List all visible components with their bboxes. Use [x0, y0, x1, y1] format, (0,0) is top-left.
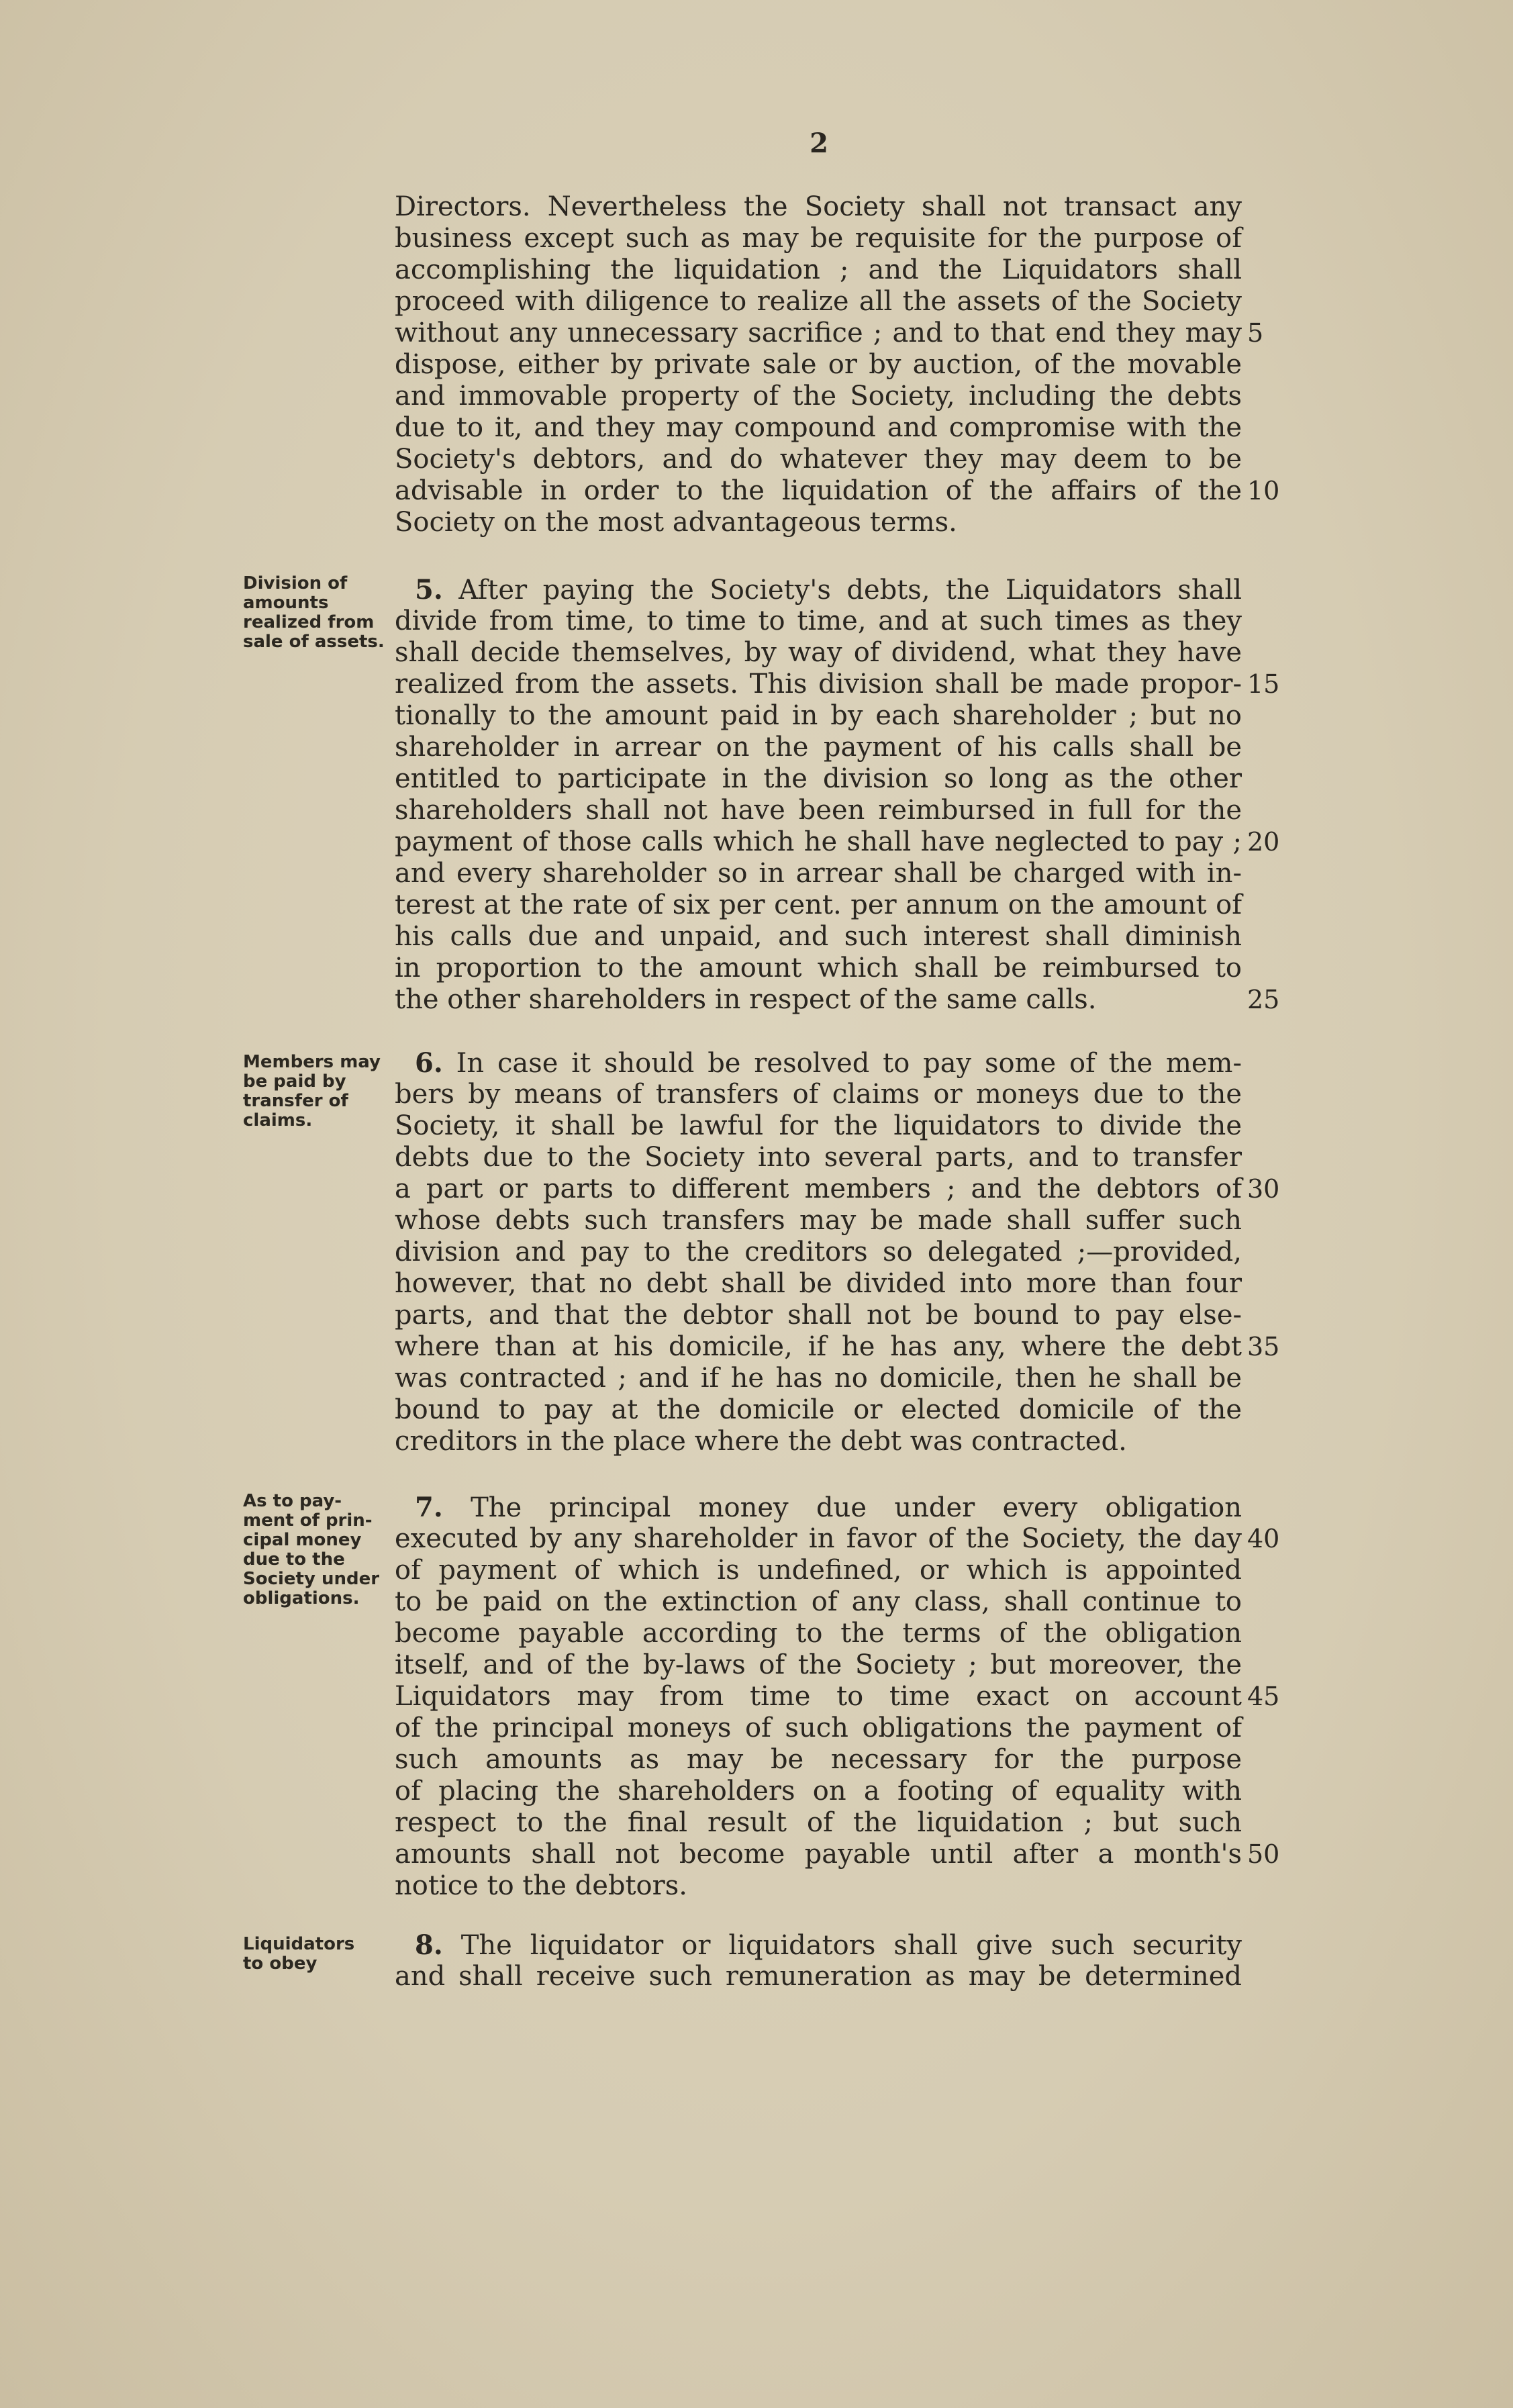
text-line: proceed with diligence to realize all the assets of the Society [395, 286, 1242, 317]
text-line: bers by means of transfers of claims or moneys due to the [395, 1079, 1242, 1110]
text-line: of the principal moneys of such obligations the payment of [395, 1713, 1242, 1743]
text-line: of payment of which is undefined, or which is appointed [395, 1555, 1242, 1586]
section-5 [395, 574, 1242, 1016]
line-number: 5 [1247, 318, 1264, 348]
text-line: bound to pay at the domicile or elected domicile of the [395, 1394, 1242, 1425]
text-line: without any unnecessary sacrifice ; and to that end they may [395, 318, 1242, 348]
section-number: 6. [415, 1047, 443, 1079]
text-line: Society on the most advantageous terms. [395, 507, 957, 538]
text-line: however, that no debt shall be divided into more than four [395, 1268, 1242, 1299]
text-line: entitled to participate in the division so long as the other [395, 763, 1242, 794]
text-line: Society, it shall be lawful for the liquidators to divide the [395, 1110, 1242, 1141]
text-line: advisable in order to the liquidation of the affairs of the [395, 475, 1242, 506]
text-line: Society's debtors, and do whatever they may deem to be [395, 444, 1242, 475]
line-number: 15 [1247, 669, 1280, 699]
text-line: where than at his domicile, if he has any, where the debt [395, 1331, 1242, 1362]
line-number: 40 [1247, 1524, 1280, 1553]
text-line: and every shareholder so in arrear shall be charged with in- [395, 858, 1242, 889]
text-line: 7. The principal money due under every obligation [415, 1492, 1242, 1523]
text-line: respect to the final result of the liquidation ; but such [395, 1807, 1242, 1838]
text-line: dispose, either by private sale or by auction, of the movable [395, 349, 1242, 380]
text-line: shareholder in arrear on the payment of his calls shall be [395, 732, 1242, 763]
text-line: debts due to the Society into several parts, and to transfer [395, 1142, 1242, 1173]
text-line: tionally to the amount paid in by each shareholder ; but no [395, 700, 1242, 731]
section-number: 8. [415, 1929, 443, 1961]
text-line: of placing the shareholders on a footing of equality with [395, 1776, 1242, 1807]
text-line: Directors. Nevertheless the Society shall not transact any [395, 191, 1242, 222]
section-7 [395, 1492, 1242, 1902]
line-number: 30 [1247, 1174, 1280, 1204]
margin-note-liquidators-obey: Liquidators to obey [243, 1934, 355, 1974]
text-line: executed by any shareholder in favor of the Society, the day [395, 1523, 1242, 1554]
text-line: division and pay to the creditors so delegated ;—provided, [395, 1237, 1242, 1267]
margin-note-members-paid: Members may be paid by transfer of claims. [243, 1052, 381, 1130]
text-line: realized from the assets. This division shall be made propor- [395, 669, 1242, 700]
text-line: amounts shall not become payable until after a month's [395, 1839, 1242, 1870]
text-line: whose debts such transfers may be made shall suffer such [395, 1205, 1242, 1236]
section-8 [395, 1929, 1242, 1992]
text-line: his calls due and unpaid, and such interest shall diminish [395, 921, 1242, 952]
margin-note-payment-principal: As to pay- ment of prin- cipal money due to the Society under obligations. [243, 1491, 380, 1608]
line-number: 35 [1247, 1332, 1280, 1361]
text-line: become payable according to the terms of the obligation [395, 1618, 1242, 1649]
line-number: 10 [1247, 476, 1280, 505]
line-number: 20 [1247, 827, 1280, 857]
text-line: parts, and that the debtor shall not be bound to pay else- [395, 1300, 1242, 1331]
text-line: 6. In case it should be resolved to pay some of the mem- [415, 1047, 1242, 1079]
page-number: 2 [810, 128, 828, 159]
text-line: such amounts as may be necessary for the purpose [395, 1744, 1242, 1775]
text-line: shall decide themselves, by way of dividend, what they have [395, 637, 1242, 668]
text-line: in proportion to the amount which shall be reimbursed to [395, 953, 1242, 983]
text-line: accomplishing the liquidation ; and the Liquidators shall [395, 254, 1242, 285]
section-number: 5. [415, 574, 443, 606]
text-line: and immovable property of the Society, including the debts [395, 381, 1242, 412]
text-line: business except such as may be requisite for the purpose of [395, 223, 1242, 254]
text-line: notice to the debtors. [395, 1870, 687, 1901]
text-line: 5. After paying the Society's debts, the Liquidators shall [415, 574, 1242, 606]
text-line: due to it, and they may compound and compromise with the [395, 412, 1242, 443]
text-line: payment of those calls which he shall have neglected to pay ; [395, 826, 1242, 857]
paragraph-continuation [395, 191, 1242, 538]
text-line: Liquidators may from time to time exact on account [395, 1681, 1242, 1712]
text-line: and shall receive such remuneration as may be determined [395, 1961, 1242, 1992]
margin-note-division-of-amounts: Division of amounts realized from sale of assets. [243, 573, 385, 652]
text-line: the other shareholders in respect of the same calls. [395, 984, 1097, 1015]
line-number: 50 [1247, 1839, 1280, 1869]
section-number: 7. [415, 1492, 443, 1523]
text-line: 8. The liquidator or liquidators shall give such security [415, 1929, 1242, 1961]
text-line: divide from time, to time to time, and at such times as they [395, 606, 1242, 636]
line-number: 45 [1247, 1682, 1280, 1711]
text-line: shareholders shall not have been reimbursed in full for the [395, 795, 1242, 826]
line-number: 25 [1247, 985, 1280, 1014]
text-line: creditors in the place where the debt was contracted. [395, 1426, 1127, 1457]
text-line: was contracted ; and if he has no domicile, then he shall be [395, 1363, 1242, 1394]
section-6 [395, 1047, 1242, 1457]
text-line: a part or parts to different members ; and the debtors of [395, 1173, 1242, 1204]
text-line: to be paid on the extinction of any class, shall continue to [395, 1586, 1242, 1617]
text-line: terest at the rate of six per cent. per annum on the amount of [395, 889, 1242, 920]
text-line: itself, and of the by-laws of the Society ; but moreover, the [395, 1649, 1242, 1680]
